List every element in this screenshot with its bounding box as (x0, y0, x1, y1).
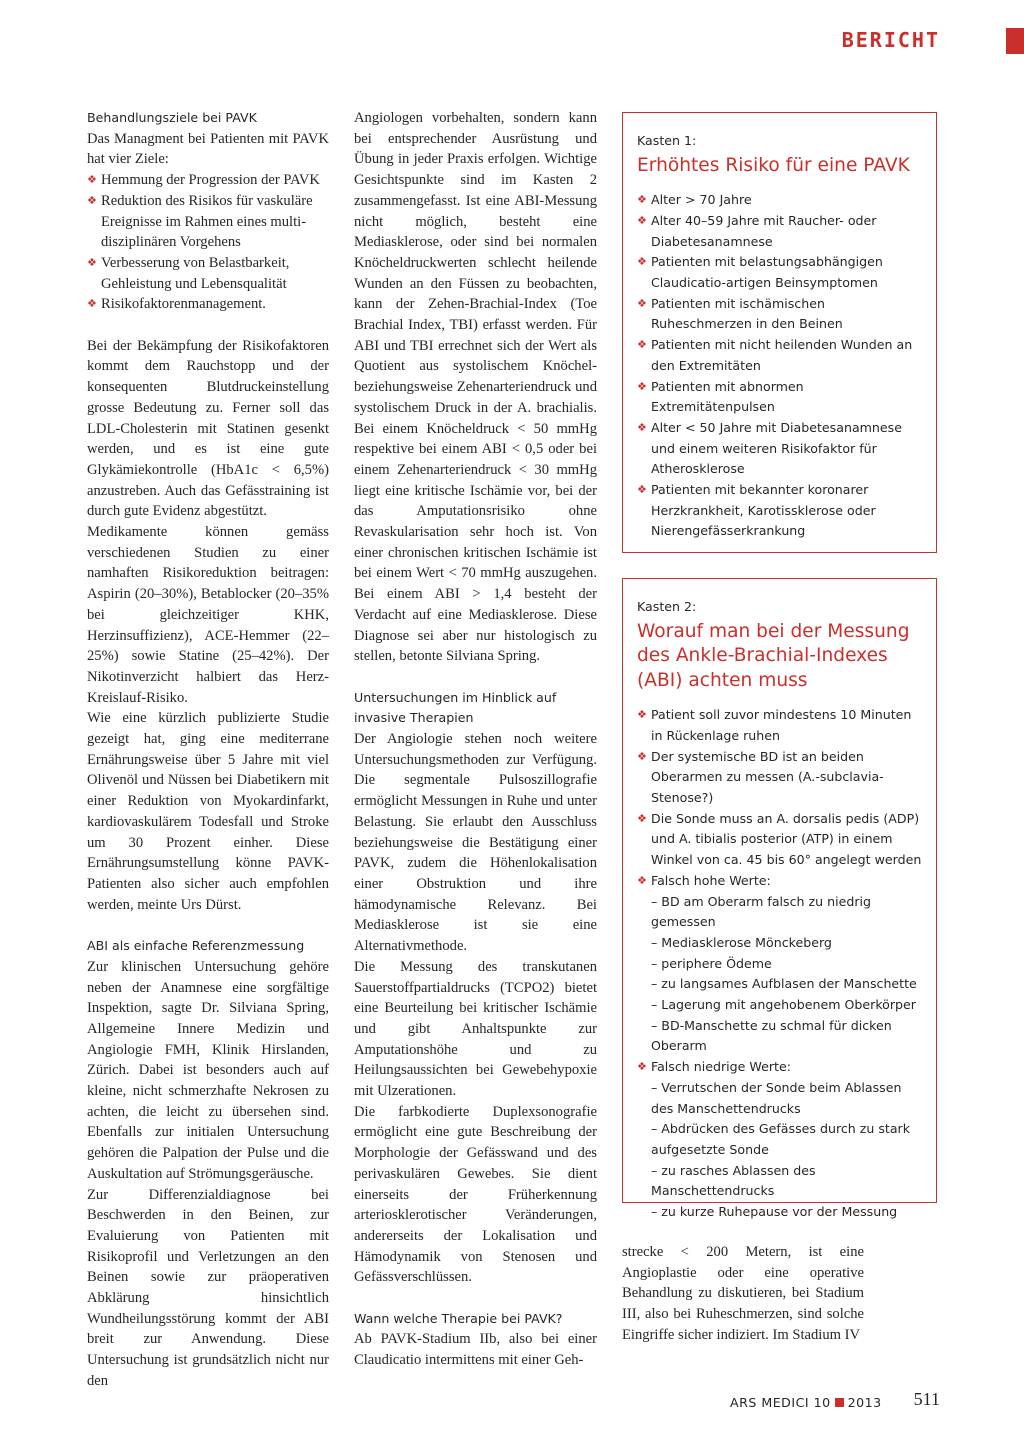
list-item: ❖ Falsch hohe Werte: (637, 871, 922, 892)
diamond-bullet-icon: ❖ (637, 420, 647, 434)
list-item: ❖ Patienten mit belastungsabhängigen Claudicatio-artigen Beinsymptomen (637, 254, 883, 291)
list-item: ❖ Patienten mit ischämischen Ruheschmerzen in den Beinen (637, 295, 843, 332)
diamond-bullet-icon: ❖ (637, 811, 647, 825)
page-footer (700, 1391, 940, 1415)
paragraph: Medikamente können gemäss verschiedenen Studien zu einer namhaften Risikoreduktion beitragen: Aspirin (20–30%), Betablocker (20–35% bei gleichzeitiger KHK, Herzinsuffizienz), ACE-Hemmer (22–25%) sowie Statine (25–42%). Der Nikotinverzicht halbiert das Herz-Kreislauf-Risiko. (87, 524, 329, 706)
list-item: – BD-Manschette zu schmal für dicken Oberarm (651, 1017, 892, 1054)
paragraph: strecke < 200 Metern, ist eine Angioplastie oder eine operative Behandlung zu diskutieren, bei Stadium III, also bei Ruheschmerzen, sind solche Eingriffe sicher indiziert. Im Stadium IV (622, 1244, 864, 1343)
paragraph: Wie eine kürzlich publizierte Studie gezeigt hat, ging eine mediterrane Ernährungsweise über 5 Jahre mit viel Olivenöl und Nüssen bei Diabetikern mit einer Reduktion von Myokardinfarkt, kardiovaskulärem Todesfall und Stroke um 30 Prozent einher. Diese Ernährungsumstellung könne PAVK-Patienten also sicher auch empfohlen werden, meinte Urs Dürst. (87, 710, 329, 913)
list-item: ❖ Falsch niedrige Werte: (637, 1057, 922, 1078)
diamond-bullet-icon: ❖ (637, 1060, 647, 1074)
abi-list (637, 705, 922, 1223)
list-item: – Lagerung mit angehobenem Oberkörper (651, 997, 916, 1013)
diamond-bullet-icon: ❖ (637, 255, 647, 269)
diamond-bullet-icon: ❖ (637, 338, 647, 352)
paragraph: Bei der Bekämpfung der Risikofaktoren kommt dem Rauchstopp und der konsequenten Blutdruckeinstellung grosse Bedeutung zu. Ferner soll das LDL-Cholesterin mit Statinen gesenkt werden, und es ist eine gute Glykämiekontrolle (HbA1c < 6,5%) anzustreben. Auch das Gefässtraining ist durch gute Evidenz abgestützt. (87, 337, 329, 520)
info-box-2 (622, 578, 937, 1220)
section-label: BERICHT (841, 28, 940, 52)
list-item: – Abdrücken des Gefässes durch zu stark aufgesetzte Sonde (651, 1121, 911, 1157)
paragraph: Der Angiologie stehen noch weitere Untersuchungsmethoden zur Verfügung. Die segmentale Pulsoszillografie ermöglicht Messungen in Ruhe und unter Belastung. Sie erlaubt den Ausschluss beziehungsweise die Bestätigung einer PAVK, zudem die Höhenlokalisation einer Obstruktion und ihre hämodynamische Relevanz. Bei Mediasklerose ist sie eine Alternativmethode. (354, 731, 597, 955)
list-item: ❖ Verbesserung von Belastbarkeit, Gehleistung und Lebensqualität (87, 254, 290, 292)
column-1 (87, 108, 329, 1392)
diamond-bullet-icon: ❖ (637, 749, 647, 763)
list-item: ❖ Alter 40–59 Jahre mit Raucher- oder Diabetesanamnese (637, 212, 877, 249)
list-item: – zu rasches Ablassen des Manschettendrucks (651, 1162, 816, 1199)
column-3 (622, 1242, 864, 1346)
box-label: Kasten 2: (637, 599, 697, 614)
diamond-bullet-icon: ❖ (87, 173, 97, 187)
diamond-bullet-icon: ❖ (637, 193, 647, 207)
list-item: ❖ Alter > 70 Jahre (637, 190, 922, 211)
info-box-1 (622, 112, 937, 553)
list-item: ❖ Risikofaktorenmanagement. (87, 294, 329, 315)
paragraph: Die Messung des transkutanen Sauerstoffpartialdrucks (TCPO2) bietet eine Beurteilung bei kritischer Ischämie und gibt Anhaltspunkte zur Amputationshöhe und zu Heilungsaussichten bei Gewebehypoxie mit Ulzerationen. (354, 958, 597, 1100)
subheading-abi: ABI als einfache Referenzmessung (87, 938, 305, 954)
list-item: ❖ Patienten mit bekannter koronarer Herzkrankheit, Karotissklerose oder Nierengefässerkrankung (637, 482, 876, 539)
diamond-bullet-icon: ❖ (637, 483, 647, 497)
diamond-bullet-icon: ❖ (637, 213, 647, 227)
list-item: – zu kurze Ruhepause vor der Messung (651, 1204, 898, 1220)
paragraph: Die farbkodierte Duplexsonografie ermöglicht eine gute Beschreibung der Morphologie der Gefässwand und des perivaskulären Gewebes. Sie dient einerseits der Früherkennung arteriosklerotischer Veränderungen, andererseits der Lokalisation und Hämodynamik von Stenosen und Gefässverschlüssen. (354, 1103, 597, 1286)
list-item: ❖ Die Sonde muss an A. dorsalis pedis (ADP) und A. tibialis posterior (ATP) in einem Winkel von ca. 45 bis 60° angelegt werden (637, 810, 922, 868)
paragraph: Das Managment bei Patienten mit PAVK hat vier Ziele: (87, 130, 329, 168)
diamond-bullet-icon: ❖ (637, 873, 647, 887)
journal-name: ARS MEDICI 10 2013 (730, 1395, 882, 1410)
diamond-bullet-icon: ❖ (87, 255, 97, 269)
box-title: Worauf man bei der Messung des Ankle-Brachial-Indexes (ABI) achten muss (637, 620, 910, 691)
paragraph: Zur Differenzialdiagnose bei Beschwerden in den Beinen, zur Evaluierung von Patienten mit Risikoprofil und Verletzungen an den Beinen sowie zur präoperativen Abklärung hinsichtlich Wundheilungsstörung kommt der ABI breit zur Anwendung. Diese Untersuchung ist grundsätzlich nicht nur den (87, 1186, 329, 1389)
paragraph: Angiologen vorbehalten, sondern kann bei entsprechender Ausrüstung und Übung in jeder Praxis erfolgen. Wichtige Gesichtspunkte sind im Kasten 2 zusammengefasst. Ist eine ABI-Messung nicht möglich, besteht eine Mediasklerose, oder sind bei normalen Knöcheldruckwerten schlecht heilende Wunden an den Füssen zu beobachten, kann der Zehen-Brachial-Index (Toe Brachial Index, TBI) erfasst werden. Für ABI und TBI errechnet sich der Wert als Quotient aus systolischem Knöchel- beziehungsweise Zehenarteriendruck und systolischem Druck in der A. brachialis. Bei einem Knöcheldruck < 50 mmHg respektive bei einem ABI < 0,5 oder bei einem Zehenarteriendruck < 30 mmHg liegt eine kritische Ischämie vor, bei der das Amputationsrisiko ohne Revaskularisation sehr hoch ist. Von einer chronischen kritischen Ischämie ist bei einem Wert < 70 mmHg auszugehen. Bei einem ABI > 1,4 besteht der Verdacht auf eine Mediasklerose. Diese Diagnose sei aber nur histologisch zu stellen, betonte Silviana Spring. (354, 110, 597, 665)
box-title: Erhöhtes Risiko für eine PAVK (637, 154, 910, 176)
risk-list (637, 190, 922, 542)
diamond-bullet-icon: ❖ (637, 296, 647, 310)
goals-list (87, 170, 329, 315)
column-2 (354, 108, 597, 1371)
paragraph: Ab PAVK-Stadium IIb, also bei einer Claudicatio intermittens mit einer Geh- (354, 1331, 597, 1369)
subheading-untersuchungen: Untersuchungen im Hinblick auf invasive Therapien (354, 689, 557, 726)
list-item: ❖ Patienten mit nicht heilenden Wunden an den Extremitäten (637, 337, 913, 373)
square-separator-icon (835, 1398, 844, 1407)
list-item: – Mediasklerose Mönckeberg (651, 934, 832, 950)
list-item: ❖ Reduktion des Risikos für vaskuläre Ereignisse im Rahmen eines multidisziplinären Vorgehens (87, 192, 313, 251)
list-item: – BD am Oberarm falsch zu niedrig gemessen (651, 893, 872, 930)
list-item: – zu langsames Aufblasen der Manschette (651, 976, 917, 992)
list-item: ❖ Der systemische BD ist an beiden Oberarmen zu messen (A.-subclavia-Stenose?) (637, 748, 884, 806)
list-item: – periphere Ödeme (651, 955, 772, 971)
paragraph: Zur klinischen Untersuchung gehöre neben der Anamnese eine sorgfältige Inspektion, sagte Dr. Silviana Spring, Allgemeine Innere Medizin und Angiologie FMH, Klinik Hirslanden, Zürich. Dabei ist besonders auch auf kleine, nicht schmerzhafte Nekrosen zu achten, die leicht zu übersehen sind. Ebenfalls zur initialen Untersuchung gehören die Palpation der Pulse und die Auskultation auf Strömungsgeräusche. (87, 958, 329, 1182)
section-color-block (1006, 28, 1024, 54)
list-item: ❖ Alter < 50 Jahre mit Diabetesanamnese und einem weiteren Risikofaktor für Atherosklerose (637, 419, 902, 477)
list-item: ❖ Patienten mit abnormen Extremitätenpulsen (637, 378, 804, 415)
list-item: ❖ Patient soll zuvor mindestens 10 Minuten in Rückenlage ruhen (637, 707, 912, 743)
diamond-bullet-icon: ❖ (637, 379, 647, 393)
diamond-bullet-icon: ❖ (87, 297, 97, 311)
list-item: ❖ Hemmung der Progression der PAVK (87, 170, 329, 191)
diamond-bullet-icon: ❖ (637, 708, 647, 722)
subheading-therapie: Wann welche Therapie bei PAVK? (354, 1310, 563, 1326)
page-number: 511 (913, 1389, 940, 1409)
list-item: – Verrutschen der Sonde beim Ablassen des Manschettendrucks (651, 1079, 902, 1116)
subheading-behandlungsziele: Behandlungsziele bei PAVK (87, 110, 257, 125)
diamond-bullet-icon: ❖ (87, 193, 97, 207)
box-label: Kasten 1: (637, 133, 697, 148)
